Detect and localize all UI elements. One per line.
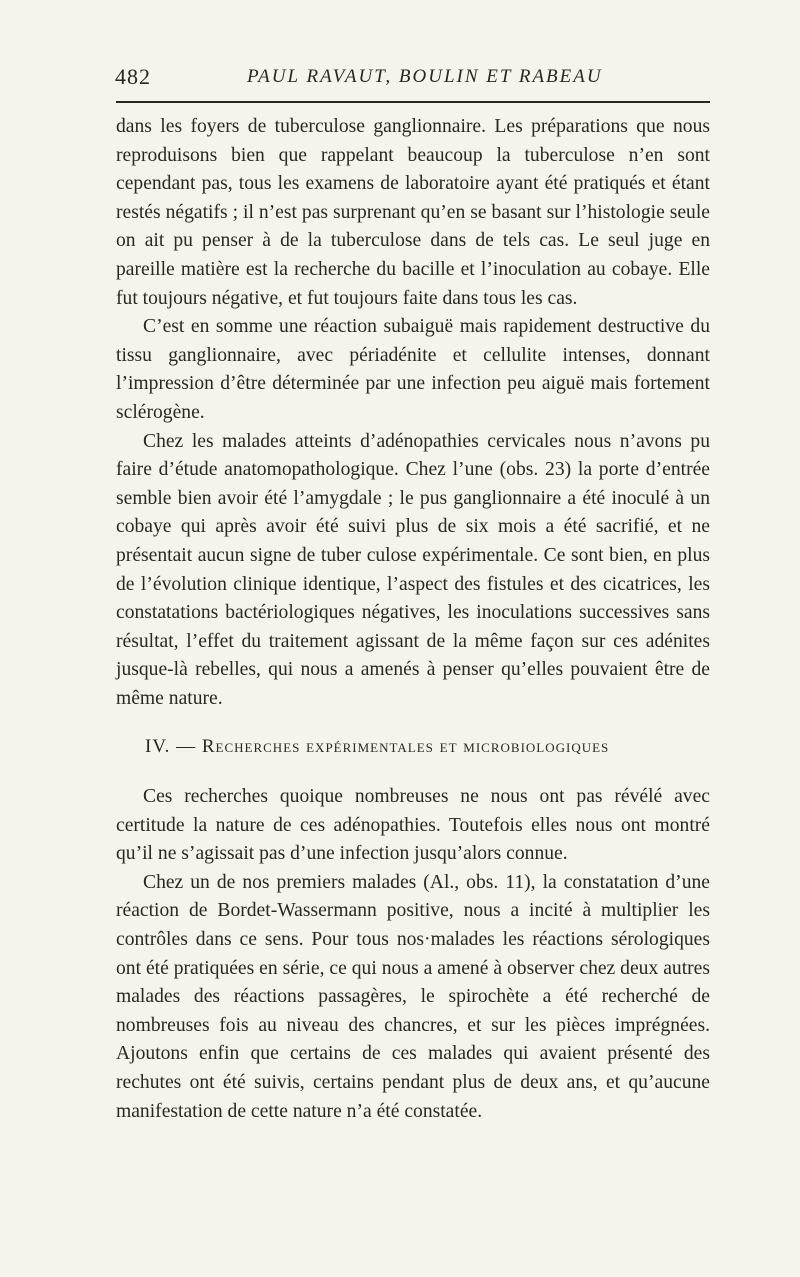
text-block-1 [116,113,710,713]
page-header [115,62,710,92]
section-heading: IV. — Recherches expérimentales et microbiologiques [145,736,610,757]
paragraph-continuation: dans les foyers de tuberculose ganglionnaire. Les préparations que nous reproduisons bien que rappelant beaucoup la tuberculose n’en sont cependant pas, tous les examens de laboratoire ayant été pratiqués et étant restés négatifs ; il n’est pas surprenant qu’en se basant sur l’histologie seule on ait pu penser à de la tuberculose dans de tels cas. Le seul juge en pareille matière est la recherche du bacille et l’inoculation au cobaye. Elle fut toujours négative, et fut toujours faite dans tous les cas. [116,116,710,309]
paragraph: Ces recherches quoique nombreuses ne nous ont pas révélé avec certitude la nature de ces adénopathies. Toutefois elles nous ont montré qu’il ne s’agissait pas d’une infection jusqu’alors connue. [116,786,710,865]
header-rule [116,101,710,103]
running-title: PAUL RAVAUT, BOULIN ET RABEAU [247,66,603,87]
text-block-2 [116,783,710,1126]
page-number: 482 [115,64,151,89]
paragraph: Chez un de nos premiers malades (Al., obs. 11), la constatation d’une réaction de Bordet-Wassermann positive, nous a incité à multiplier les contrôles dans ce sens. Pour tous nos·malades les réactions sérologiques ont été pratiquées en série, ce qui nous a amené à observer chez deux autres malades des réactions passagères, le spirochète a été recherché de nombreuses fois au niveau des chancres, et sur les pièces imprégnées. Ajoutons enfin que certains de ces malades qui avaient présenté des rechutes ont été suivis, certains pendant plus de deux ans, et qu’aucune manifestation de cette nature n’a été constatée. [116,871,710,1122]
paragraph: C’est en somme une réaction subaiguë mais rapidement destructive du tissu ganglionnaire, avec périadénite et cellulite intenses, donnant l’impression d’être déterminée par une infection peu aiguë mais fortement sclérogène. [116,316,710,423]
paragraph: Chez les malades atteints d’adénopathies cervicales nous n’avons pu faire d’étude anatomopathologique. Chez l’une (obs. 23) la porte d’entrée semble bien avoir été l’amygdale ; le pus ganglionnaire a été inoculé à un cobaye qui après avoir été suivi plus de six mois a été sacrifié, et ne présentait aucun signe de tuber culose expérimentale. Ce sont bien, en plus de l’évolution clinique identique, l’aspect des fistules et des cicatrices, les constatations bactériologiques négatives, les inoculations successives sans résultat, l’effet du traitement agissant de la même façon sur ces adénites jusque-là rebelles, qui nous a amenés à penser qu’elles pouvaient être de même nature. [116,430,710,709]
